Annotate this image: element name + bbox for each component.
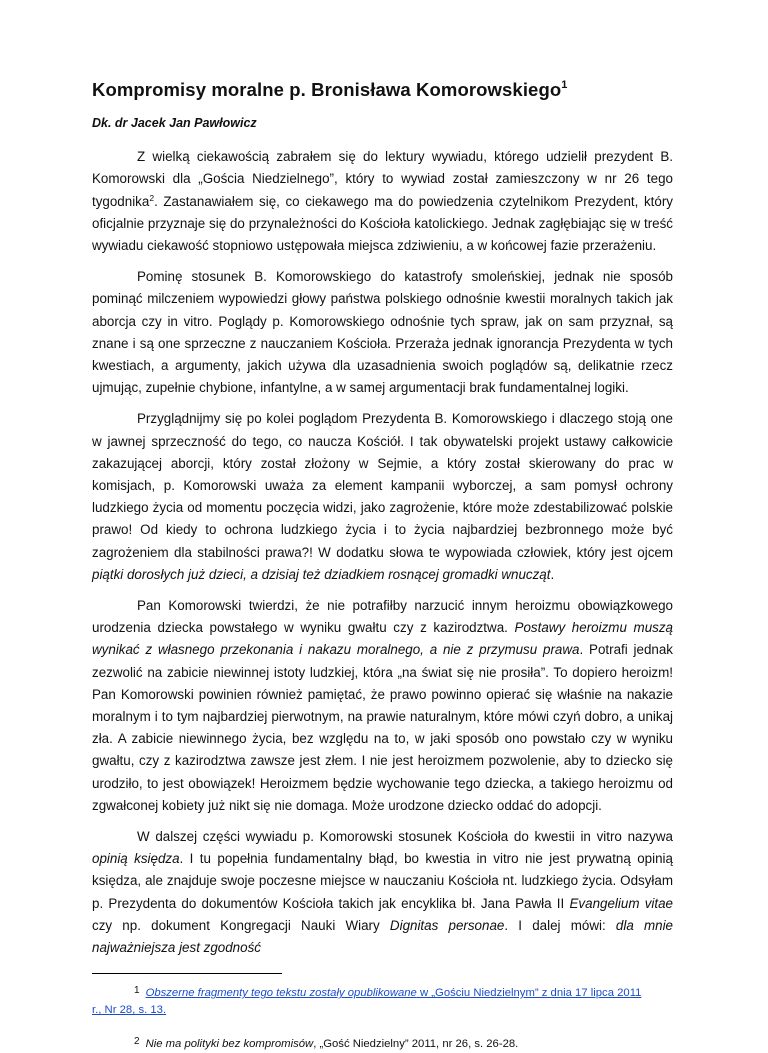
footnote-1-link[interactable]: Obszerne fragmenty tego tekstu zostały opublikowane (145, 987, 417, 1000)
paragraph-4: Pan Komorowski twierdzi, że nie potrafiłby narzucić innym heroizmu obowiązkowego urodzenia dziecka powstałego w wyniku gwałtu czy z kazirodztwa. Postawy heroizmu muszą wynikać z własnego przekonania i nakazu moralnego, a nie z przymusu prawa. Potrafi jednak zezwolić na zabicie niewinnej istoty ludzkiej, która „na świat się nie prosiła”. To dopiero heroizm! Pan Komorowski powinien również pamiętać, że prawo powinno opierać się właśnie na nakazie moralnym i to tym najbardziej pierwotnym, na prawie naturalnym, które mówi czyń dobro, a unikaj zła. A zabicie niewinnego życia, bez względu na to, w jaki sposób ono powstało czy w wyniku gwałtu, czy z kazirodztwa zawsze jest złem. I nie jest heroizmem pozwolenie, aby to dziecko się urodziło, to jest obowiązek! Heroizmem będzie wychowanie tego dziecka, a takiego heroizmu od zgwałconej kobiety już nikt się nie domaga. Może urodzone dziecko oddać do adopcji. (92, 597, 673, 813)
paragraph-1: Z wielką ciekawością zabrałem się do lektury wywiadu, którego udzielił prezydent B. Komorowski dla „Gościa Niedzielnego”, który to wywiad został zamieszczony w nr 26 tego tygodnika$^2$. Zastanawiałem się, co ciekawego ma do powiedzenia czytelnikom Prezydent, który oficjalnie przyznaje się do przynależności do Kościoła katolickiego. Jednak zagłębiając się w treść wywiadu ciekawość stopniowo ustępowała miejsca zdziwieniu, a w końcowej fazie przerażeniu. (92, 149, 673, 253)
author-line: Dk. dr Jacek Jan Pawłowicz (92, 116, 257, 131)
document-page (92, 78, 673, 1053)
footnote-1-continuation: r., Nr 28, s. 13. (92, 1004, 167, 1017)
paragraph-5: W dalszej części wywiadu p. Komorowski stosunek Kościoła do kwestii in vitro nazywa opinią księdza. I tu popełnia fundamentalny błąd, bo kwestia in vitro nie jest prywatną opinią księdza, ale znajduje swoje poczesne miejsce w nauczaniu Kościoła nt. ludzkiego życia. Odsyłam p. Prezydenta do dokumentów Kościoła takich jak encyklika bł. Jana Pawła II Evangelium vitae czy np. dokument Kongregacji Nauki Wiary Dignitas personae. I dalej mówi: dla mnie najważniejsza jest zgodność (92, 829, 673, 956)
title-footnote-ref[interactable]: 1 (561, 79, 568, 91)
paragraph-3: Przyglądnijmy się po kolei poglądom Prezydenta B. Komorowskiego i dlaczego stoją one w jawnej sprzeczność do tego, co naucza Kościół. I tak obywatelski projekt ustawy całkowicie zakazującej aborcji, który został złożony w Sejmie, a który został skierowany do prac w komisjach, p. Komorowski uważa za element kampanii wyborczej, a sam pomysł ochrony ludzkiego życia od momentu poczęcia widzi, jako zagrożenie, które może zdestabilizować polskie prawo! Od kiedy to ochrona ludzkiego życia i to życia najbardziej bezbronnego może być zagrożeniem dla stabilności prawa?! W dodatku słowa te wypowiada człowiek, który jest ojcem piątki dorosłych już dzieci, a dzisiaj też dziadkiem rosnącej gromadki wnucząt. (92, 411, 673, 582)
article-title: Kompromisy moralne p. Bronisława Komorowskiego$^1$ (92, 79, 568, 100)
footnote-ref-2[interactable]: 2 (149, 192, 155, 203)
paragraph-2: Pominę stosunek B. Komorowskiego do katastrofy smoleńskiej, jednak nie sposób pominąć milczeniem wypowiedzi głowy państwa polskiego odnośnie kwestii moralnych takich jak aborcja czy in vitro. Poglądy p. Komorowskiego odnośnie tych spraw, jak on sam przyznał, są znane i są one sprzeczne z nauczaniem Kościoła. Przeraża jednak ignorancja Prezydenta w tych kwestiach, a argumenty, jakich używa dla uzasadnienia swoich poglądów są, delikatnie rzecz ujmując, zupełnie chybione, infantylne, a w samej argumentacji brak fundamentalnej logiki. (92, 269, 673, 396)
footnote-1-link-rest[interactable]: w „Gościu Niedzielnym” z dnia 17 lipca 2011 (416, 987, 642, 1000)
footnote-separator (92, 973, 282, 974)
footnote-2: 2 Nie ma polityki bez kompromisów, „Gość Niedzielny” 2011, nr 26, s. 26-28. (134, 1036, 519, 1051)
footnote-1: 1 Obszerne fragmenty tego tekstu zostały opublikowane w „Gościu Niedzielnym” z dnia 17 lipca 2011 (134, 985, 642, 1000)
